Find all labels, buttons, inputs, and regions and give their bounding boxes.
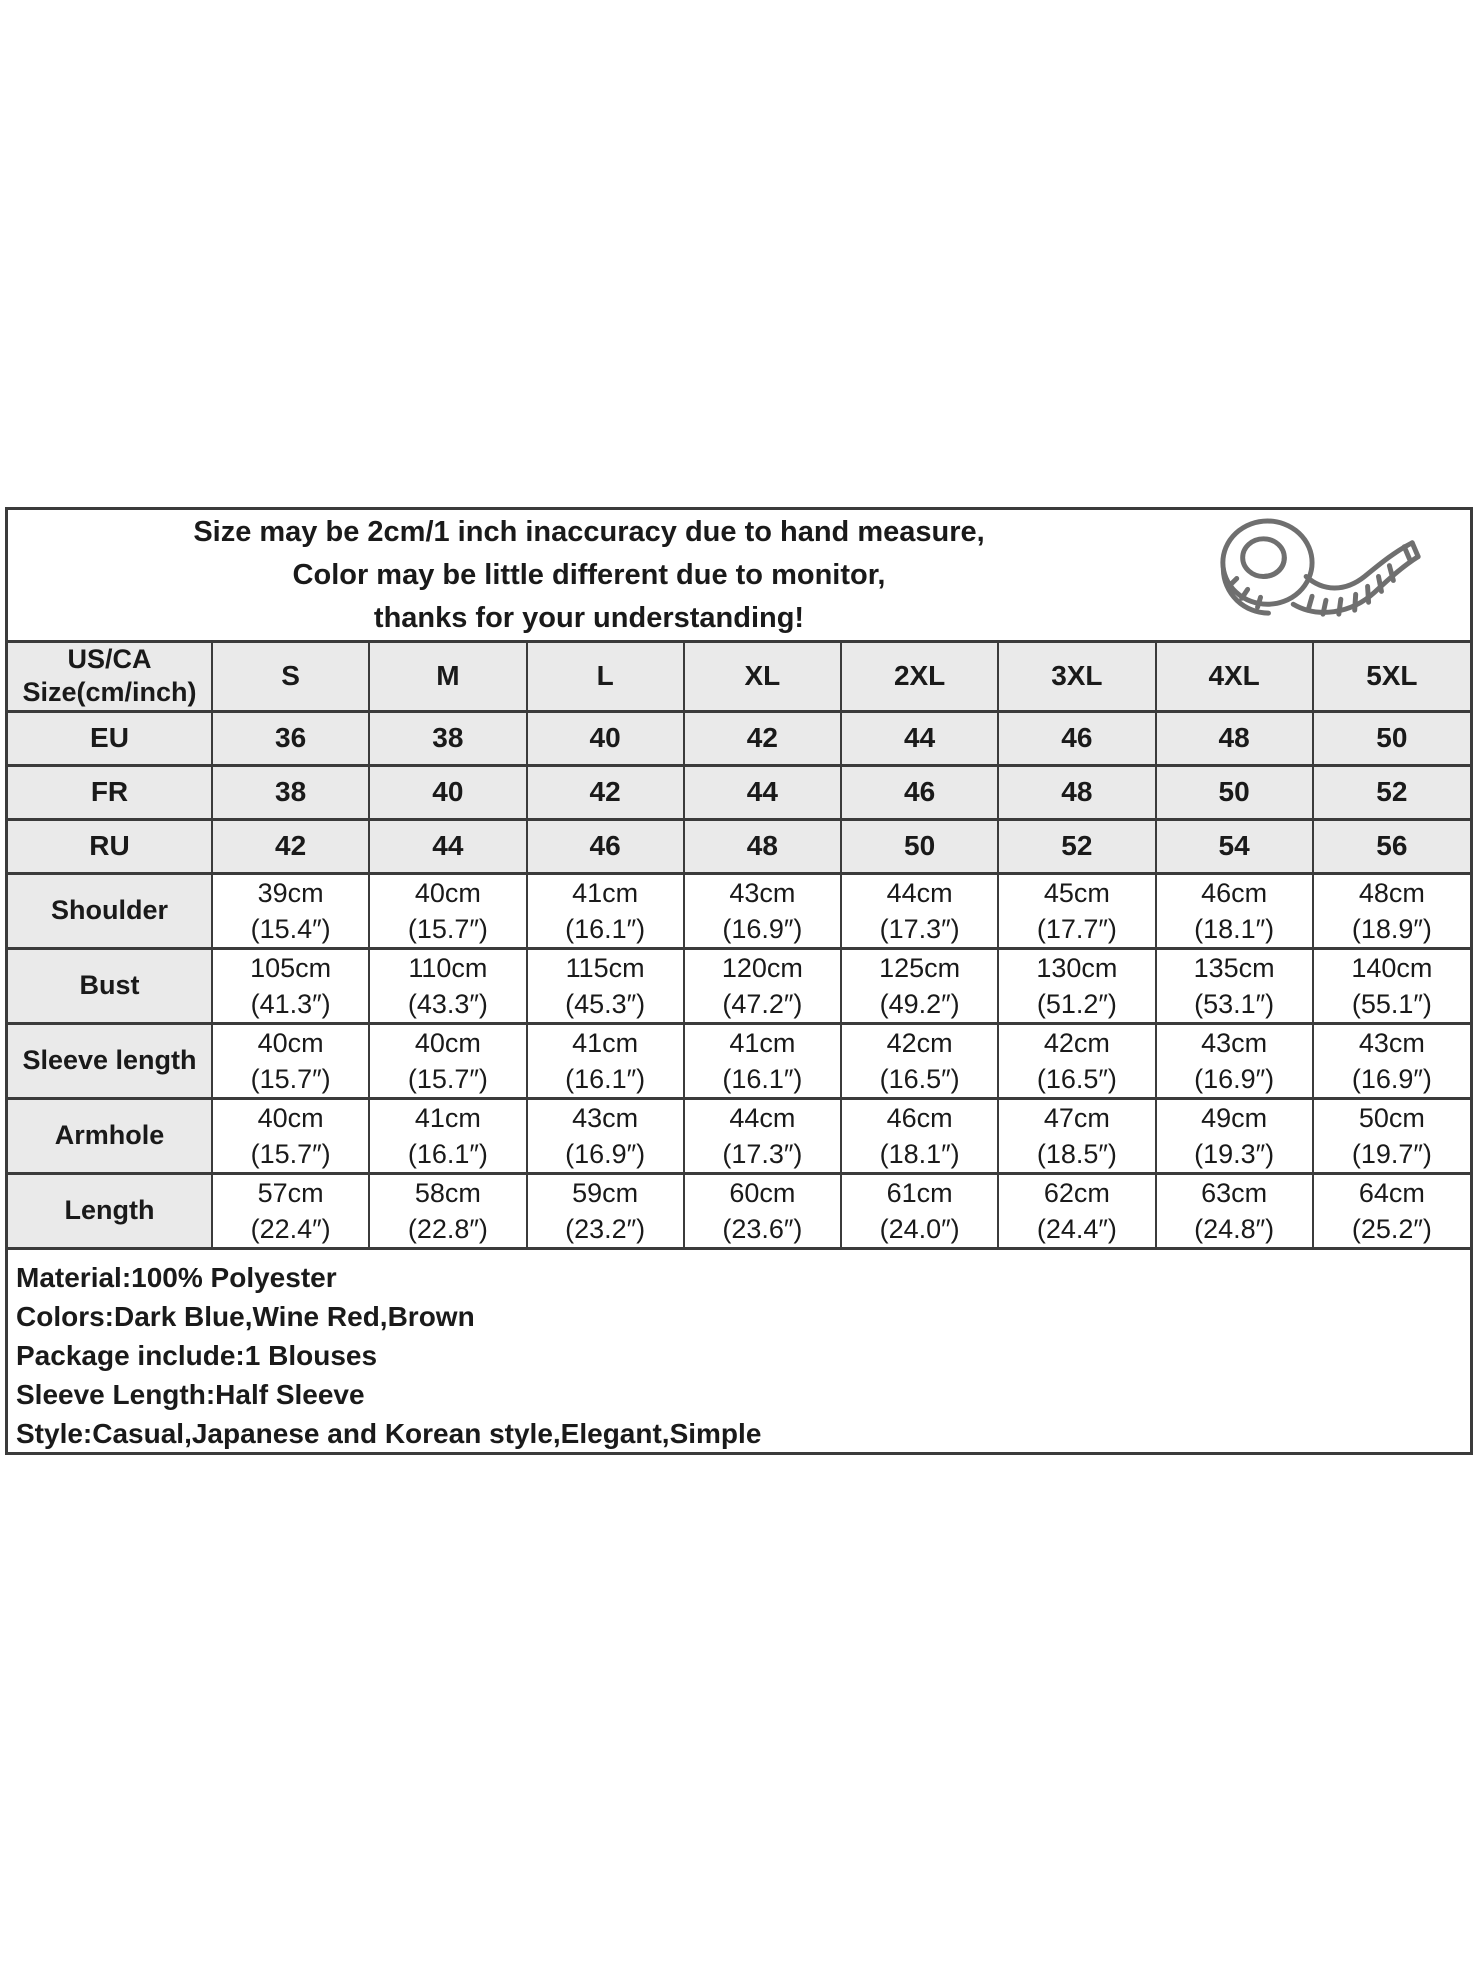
table-cell xyxy=(369,1098,526,1173)
table-cell: 42 xyxy=(684,711,841,765)
value-cm: 45cm xyxy=(1043,877,1110,908)
value-cm: 58cm xyxy=(414,1177,481,1208)
table-cell: 48 xyxy=(684,819,841,873)
value-cm: 40cm xyxy=(414,1027,481,1058)
table-cell xyxy=(1313,1098,1470,1173)
disclaimer-banner xyxy=(8,510,1470,643)
detail-line-package: Package include:1 Blouses xyxy=(16,1340,378,1371)
table-cell: 44 xyxy=(684,765,841,819)
value-cm: 115cm xyxy=(565,952,645,983)
detail-line-material: Material:100% Polyester xyxy=(16,1262,337,1293)
table-row-bust xyxy=(8,948,1470,1023)
disclaimer-text xyxy=(8,511,1170,640)
row-label: Bust xyxy=(8,948,212,1023)
table-cell: 50 xyxy=(1156,765,1313,819)
value-inch: (25.2″) xyxy=(1351,1213,1432,1244)
corner-line-2: Size(cm/inch) xyxy=(22,677,197,708)
value-inch: (18.9″) xyxy=(1351,913,1432,944)
value-inch: (16.9″) xyxy=(722,913,803,944)
table-cell xyxy=(212,948,369,1023)
value-inch: (53.1″) xyxy=(1194,988,1275,1019)
value-inch: (19.7″) xyxy=(1351,1138,1432,1169)
table-cell: 46 xyxy=(841,765,998,819)
table-cell: 54 xyxy=(1156,819,1313,873)
value-inch: (15.7″) xyxy=(407,913,488,944)
table-cell: 46 xyxy=(527,819,684,873)
value-cm: 59cm xyxy=(572,1177,639,1208)
table-cell: 42 xyxy=(212,819,369,873)
value-inch: (16.9″) xyxy=(1194,1063,1275,1094)
table-cell xyxy=(841,1173,998,1247)
value-cm: 43cm xyxy=(729,877,796,908)
table-row-ru xyxy=(8,819,1470,873)
value-inch: (16.9″) xyxy=(565,1138,646,1169)
value-cm: 41cm xyxy=(414,1102,481,1133)
size-header-cell: 2XL xyxy=(841,643,998,711)
value-cm: 42cm xyxy=(886,1027,953,1058)
detail-line-sleeve: Sleeve Length:Half Sleeve xyxy=(16,1379,365,1410)
table-cell xyxy=(998,1098,1155,1173)
table-cell: 38 xyxy=(212,765,369,819)
table-cell: 44 xyxy=(369,819,526,873)
table-cell: 48 xyxy=(1156,711,1313,765)
table-cell xyxy=(841,948,998,1023)
table-cell xyxy=(369,948,526,1023)
table-cell xyxy=(212,1098,369,1173)
table-cell xyxy=(212,1173,369,1247)
table-cell: 50 xyxy=(1313,711,1470,765)
value-inch: (16.1″) xyxy=(407,1138,488,1169)
size-header-cell: XL xyxy=(684,643,841,711)
table-cell: 42 xyxy=(527,765,684,819)
table-cell xyxy=(1156,873,1313,948)
value-cm: 50cm xyxy=(1358,1102,1425,1133)
value-inch: (43.3″) xyxy=(407,988,488,1019)
table-cell: 46 xyxy=(998,711,1155,765)
table-cell xyxy=(1156,948,1313,1023)
value-inch: (18.1″) xyxy=(879,1138,960,1169)
value-inch: (55.1″) xyxy=(1351,988,1432,1019)
size-chart-table xyxy=(8,643,1470,1247)
table-row-sleeve-length xyxy=(8,1023,1470,1098)
table-cell: 40 xyxy=(527,711,684,765)
table-row-armhole xyxy=(8,1098,1470,1173)
value-inch: (17.7″) xyxy=(1036,913,1117,944)
value-cm: 63cm xyxy=(1201,1177,1268,1208)
value-cm: 43cm xyxy=(1358,1027,1425,1058)
table-cell: 38 xyxy=(369,711,526,765)
value-cm: 42cm xyxy=(1043,1027,1110,1058)
table-cell xyxy=(684,873,841,948)
table-row-fr xyxy=(8,765,1470,819)
value-cm: 135cm xyxy=(1193,952,1275,983)
row-label: EU xyxy=(8,711,212,765)
size-header-cell: S xyxy=(212,643,369,711)
value-cm: 62cm xyxy=(1043,1177,1110,1208)
value-cm: 130cm xyxy=(1036,952,1118,983)
value-cm: 40cm xyxy=(257,1027,324,1058)
table-cell xyxy=(527,1098,684,1173)
value-inch: (41.3″) xyxy=(250,988,331,1019)
table-row-shoulder xyxy=(8,873,1470,948)
size-chart-panel xyxy=(5,507,1473,1455)
value-inch: (49.2″) xyxy=(879,988,960,1019)
table-cell: 52 xyxy=(1313,765,1470,819)
value-inch: (24.4″) xyxy=(1036,1213,1117,1244)
disclaimer-line-1: Size may be 2cm/1 inch inaccuracy due to hand measure, xyxy=(193,515,985,548)
value-inch: (45.3″) xyxy=(565,988,646,1019)
row-label: Sleeve length xyxy=(8,1023,212,1098)
value-inch: (18.5″) xyxy=(1036,1138,1117,1169)
table-cell: 52 xyxy=(998,819,1155,873)
value-cm: 46cm xyxy=(1201,877,1268,908)
table-cell xyxy=(527,1023,684,1098)
value-cm: 49cm xyxy=(1201,1102,1268,1133)
value-cm: 57cm xyxy=(257,1177,324,1208)
detail-line-style: Style:Casual,Japanese and Korean style,Elegant,Simple xyxy=(16,1418,762,1449)
value-inch: (19.3″) xyxy=(1194,1138,1275,1169)
table-cell xyxy=(998,873,1155,948)
value-cm: 125cm xyxy=(879,952,961,983)
table-header-row xyxy=(8,643,1470,711)
value-inch: (16.5″) xyxy=(1036,1063,1117,1094)
table-cell xyxy=(1156,1173,1313,1247)
value-inch: (15.4″) xyxy=(250,913,331,944)
row-label: FR xyxy=(8,765,212,819)
table-cell xyxy=(369,873,526,948)
table-cell xyxy=(1156,1023,1313,1098)
value-cm: 61cm xyxy=(886,1177,953,1208)
product-details xyxy=(8,1247,1470,1453)
table-cell xyxy=(998,1173,1155,1247)
value-inch: (16.9″) xyxy=(1351,1063,1432,1094)
value-inch: (47.2″) xyxy=(722,988,803,1019)
size-header-cell: M xyxy=(369,643,526,711)
value-inch: (24.8″) xyxy=(1194,1213,1275,1244)
value-inch: (17.3″) xyxy=(722,1138,803,1169)
value-cm: 43cm xyxy=(572,1102,639,1133)
table-cell xyxy=(527,1173,684,1247)
value-cm: 41cm xyxy=(572,1027,639,1058)
table-cell xyxy=(212,873,369,948)
value-inch: (51.2″) xyxy=(1036,988,1117,1019)
value-cm: 105cm xyxy=(250,952,332,983)
value-inch: (16.5″) xyxy=(879,1063,960,1094)
row-label: Armhole xyxy=(8,1098,212,1173)
value-cm: 60cm xyxy=(729,1177,796,1208)
disclaimer-line-3: thanks for your understanding! xyxy=(373,601,805,634)
value-inch: (15.7″) xyxy=(250,1138,331,1169)
table-cell xyxy=(212,1023,369,1098)
size-header-cell: 5XL xyxy=(1313,643,1470,711)
table-cell xyxy=(841,873,998,948)
table-cell xyxy=(998,1023,1155,1098)
table-row-length xyxy=(8,1173,1470,1247)
value-inch: (16.1″) xyxy=(565,913,646,944)
table-cell: 48 xyxy=(998,765,1155,819)
corner-line-1: US/CA xyxy=(67,644,152,675)
table-cell xyxy=(841,1023,998,1098)
value-cm: 40cm xyxy=(414,877,481,908)
table-cell: 56 xyxy=(1313,819,1470,873)
table-cell xyxy=(369,1023,526,1098)
value-inch: (18.1″) xyxy=(1194,913,1275,944)
value-cm: 39cm xyxy=(257,877,324,908)
value-cm: 44cm xyxy=(729,1102,796,1133)
value-inch: (15.7″) xyxy=(407,1063,488,1094)
table-row-eu xyxy=(8,711,1470,765)
value-inch: (16.1″) xyxy=(722,1063,803,1094)
table-cell xyxy=(1313,948,1470,1023)
value-cm: 64cm xyxy=(1358,1177,1425,1208)
value-cm: 46cm xyxy=(886,1102,953,1133)
value-cm: 41cm xyxy=(729,1027,796,1058)
value-inch: (15.7″) xyxy=(250,1063,331,1094)
value-cm: 44cm xyxy=(886,877,953,908)
size-header-cell: 3XL xyxy=(998,643,1155,711)
value-inch: (17.3″) xyxy=(879,913,960,944)
table-cell xyxy=(998,948,1155,1023)
size-header-cell: L xyxy=(527,643,684,711)
table-cell xyxy=(369,1173,526,1247)
row-label: Shoulder xyxy=(8,873,212,948)
row-label: RU xyxy=(8,819,212,873)
size-header-cell: 4XL xyxy=(1156,643,1313,711)
value-cm: 120cm xyxy=(721,952,803,983)
value-inch: (23.2″) xyxy=(565,1213,646,1244)
table-cell xyxy=(684,948,841,1023)
table-cell xyxy=(1313,873,1470,948)
value-cm: 40cm xyxy=(257,1102,324,1133)
value-cm: 47cm xyxy=(1043,1102,1110,1133)
table-cell xyxy=(684,1173,841,1247)
value-cm: 43cm xyxy=(1201,1027,1268,1058)
table-cell: 40 xyxy=(369,765,526,819)
table-cell: 44 xyxy=(841,711,998,765)
value-inch: (22.4″) xyxy=(250,1213,331,1244)
table-cell xyxy=(1313,1173,1470,1247)
value-cm: 41cm xyxy=(572,877,639,908)
value-cm: 110cm xyxy=(408,952,488,983)
detail-line-colors: Colors:Dark Blue,Wine Red,Brown xyxy=(16,1301,475,1332)
table-cell xyxy=(841,1098,998,1173)
table-cell: 50 xyxy=(841,819,998,873)
disclaimer-line-2: Color may be little different due to monitor, xyxy=(292,558,886,591)
measuring-tape-icon xyxy=(1170,513,1470,637)
corner-cell xyxy=(8,643,212,711)
value-inch: (24.0″) xyxy=(879,1213,960,1244)
value-cm: 48cm xyxy=(1358,877,1425,908)
value-cm: 140cm xyxy=(1351,952,1433,983)
value-inch: (22.8″) xyxy=(407,1213,488,1244)
table-cell xyxy=(684,1098,841,1173)
table-cell: 36 xyxy=(212,711,369,765)
table-cell xyxy=(1313,1023,1470,1098)
row-label: Length xyxy=(8,1173,212,1247)
table-cell xyxy=(1156,1098,1313,1173)
table-cell xyxy=(527,948,684,1023)
value-inch: (23.6″) xyxy=(722,1213,803,1244)
table-cell xyxy=(684,1023,841,1098)
table-cell xyxy=(527,873,684,948)
value-inch: (16.1″) xyxy=(565,1063,646,1094)
